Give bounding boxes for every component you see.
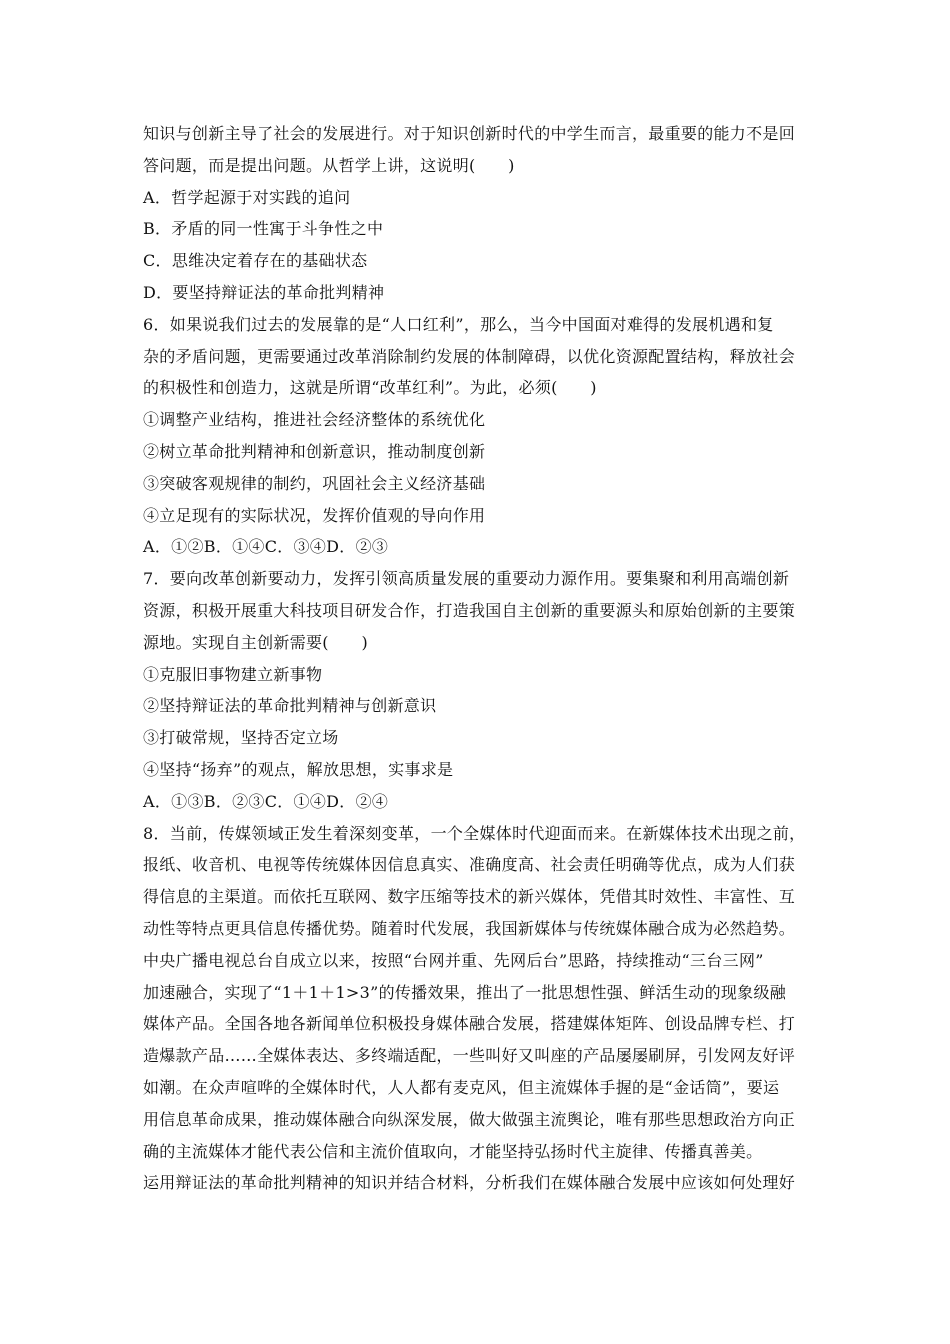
q6-stem-line-1: 6．如果说我们过去的发展靠的是“人口红利”，那么，当今中国面对难得的发展机遇和复 [143,314,774,334]
q7-statement-1: ①克服旧事物建立新事物 [143,664,323,684]
q8-material-line-8: 造爆款产品……全媒体表达、多终端适配，一些叫好又叫座的产品屡屡刷屏，引发网友好评 [143,1046,796,1066]
q6-stem-line-2: 杂的矛盾问题，更需要通过改革消除制约发展的体制障碍，以优化资源配置结构，释放社会 [143,346,796,366]
q8-material-line-11: 确的主流媒体才能代表公信和主流价值取向，才能坚持弘扬时代主旋律、传播真善美。 [143,1141,763,1161]
q5-option-a: A．哲学起源于对实践的追问 [143,187,351,207]
q7-stem-line-2: 资源，积极开展重大科技项目研发合作，打造我国自主创新的重要源头和原始创新的主要策 [143,600,796,620]
q6-statement-1: ①调整产业结构，推进社会经济整体的系统优化 [143,410,486,430]
q6-statement-4: ④立足现有的实际状况，发挥价值观的导向作用 [143,505,486,525]
q5-option-c: C．思维决定着存在的基础状态 [143,251,368,271]
q6-statement-3: ③突破客观规律的制约，巩固社会主义经济基础 [143,473,486,493]
q5-stem-line-2: 答问题，而是提出问题。从哲学上讲，这说明( ) [143,155,515,175]
q8-material-line-4: 动性等特点更具信息传播优势。随着时代发展，我国新媒体与传统媒体融合成为必然趋势。 [143,918,796,938]
q7-stem-line-3: 源地。实现自主创新需要( ) [143,632,368,652]
q5-stem-line-1: 知识与创新主导了社会的发展进行。对于知识创新时代的中学生而言，最重要的能力不是回 [143,124,796,143]
q8-material-line-7: 媒体产品。全国各地各新闻单位积极投身媒体融合发展，搭建媒体矩阵、创设品牌专栏、打 [143,1014,796,1034]
q8-material-line-9: 如潮。在众声喧哗的全媒体时代，人人都有麦克风，但主流媒体手握的是“金话筒”，要运 [143,1077,780,1097]
q8-material-line-5: 中央广播电视总台自成立以来，按照“台网并重、先网后台”思路，持续推动“三台三网” [143,950,764,970]
q8-material-line-2: 报纸、收音机、电视等传统媒体因信息真实、准确度高、社会责任明确等优点，成为人们获 [143,855,796,875]
q8-material-line-10: 用信息革命成果，推动媒体融合向纵深发展，做大做强主流舆论，唯有那些思想政治方向正 [143,1109,796,1129]
q8-material-line-1: 8．当前，传媒领域正发生着深刻变革，一个全媒体时代迎面而来。在新媒体技术出现之前， [143,823,806,843]
q7-statement-4: ④坚持“扬弃”的观点，解放思想，实事求是 [143,759,454,779]
q8-material-line-3: 得信息的主渠道。而依托互联网、数字压缩等技术的新兴媒体，凭借其时效性、丰富性、互 [143,887,796,907]
q7-statement-2: ②坚持辩证法的革命批判精神与创新意识 [143,696,437,716]
q5-option-d: D．要坚持辩证法的革命批判精神 [143,282,385,302]
q8-material-line-6: 加速融合，实现了“1＋1＋1>3”的传播效果，推出了一批思想性强、鲜活生动的现象级融 [143,982,787,1002]
q7-statement-3: ③打破常规，坚持否定立场 [143,728,339,748]
document-page [143,118,815,1199]
q6-statement-2: ②树立革命批判精神和创新意识，推动制度创新 [143,441,486,461]
q8-question-line-1: 运用辩证法的革命批判精神的知识并结合材料，分析我们在媒体融合发展中应该如何处理好 [143,1173,796,1193]
q6-stem-line-3: 的积极性和创造力，这就是所谓“改革红利”。为此，必须( ) [143,378,597,398]
q7-stem-line-1: 7．要向改革创新要动力，发挥引领高质量发展的重要动力源作用。要集聚和利用高端创新 [143,569,790,589]
q5-option-b: B．矛盾的同一性寓于斗争性之中 [143,219,384,239]
q7-options: A．①③B．②③C．①④D．②④ [143,791,389,811]
q6-options: A．①②B．①④C．③④D．②③ [143,537,389,557]
